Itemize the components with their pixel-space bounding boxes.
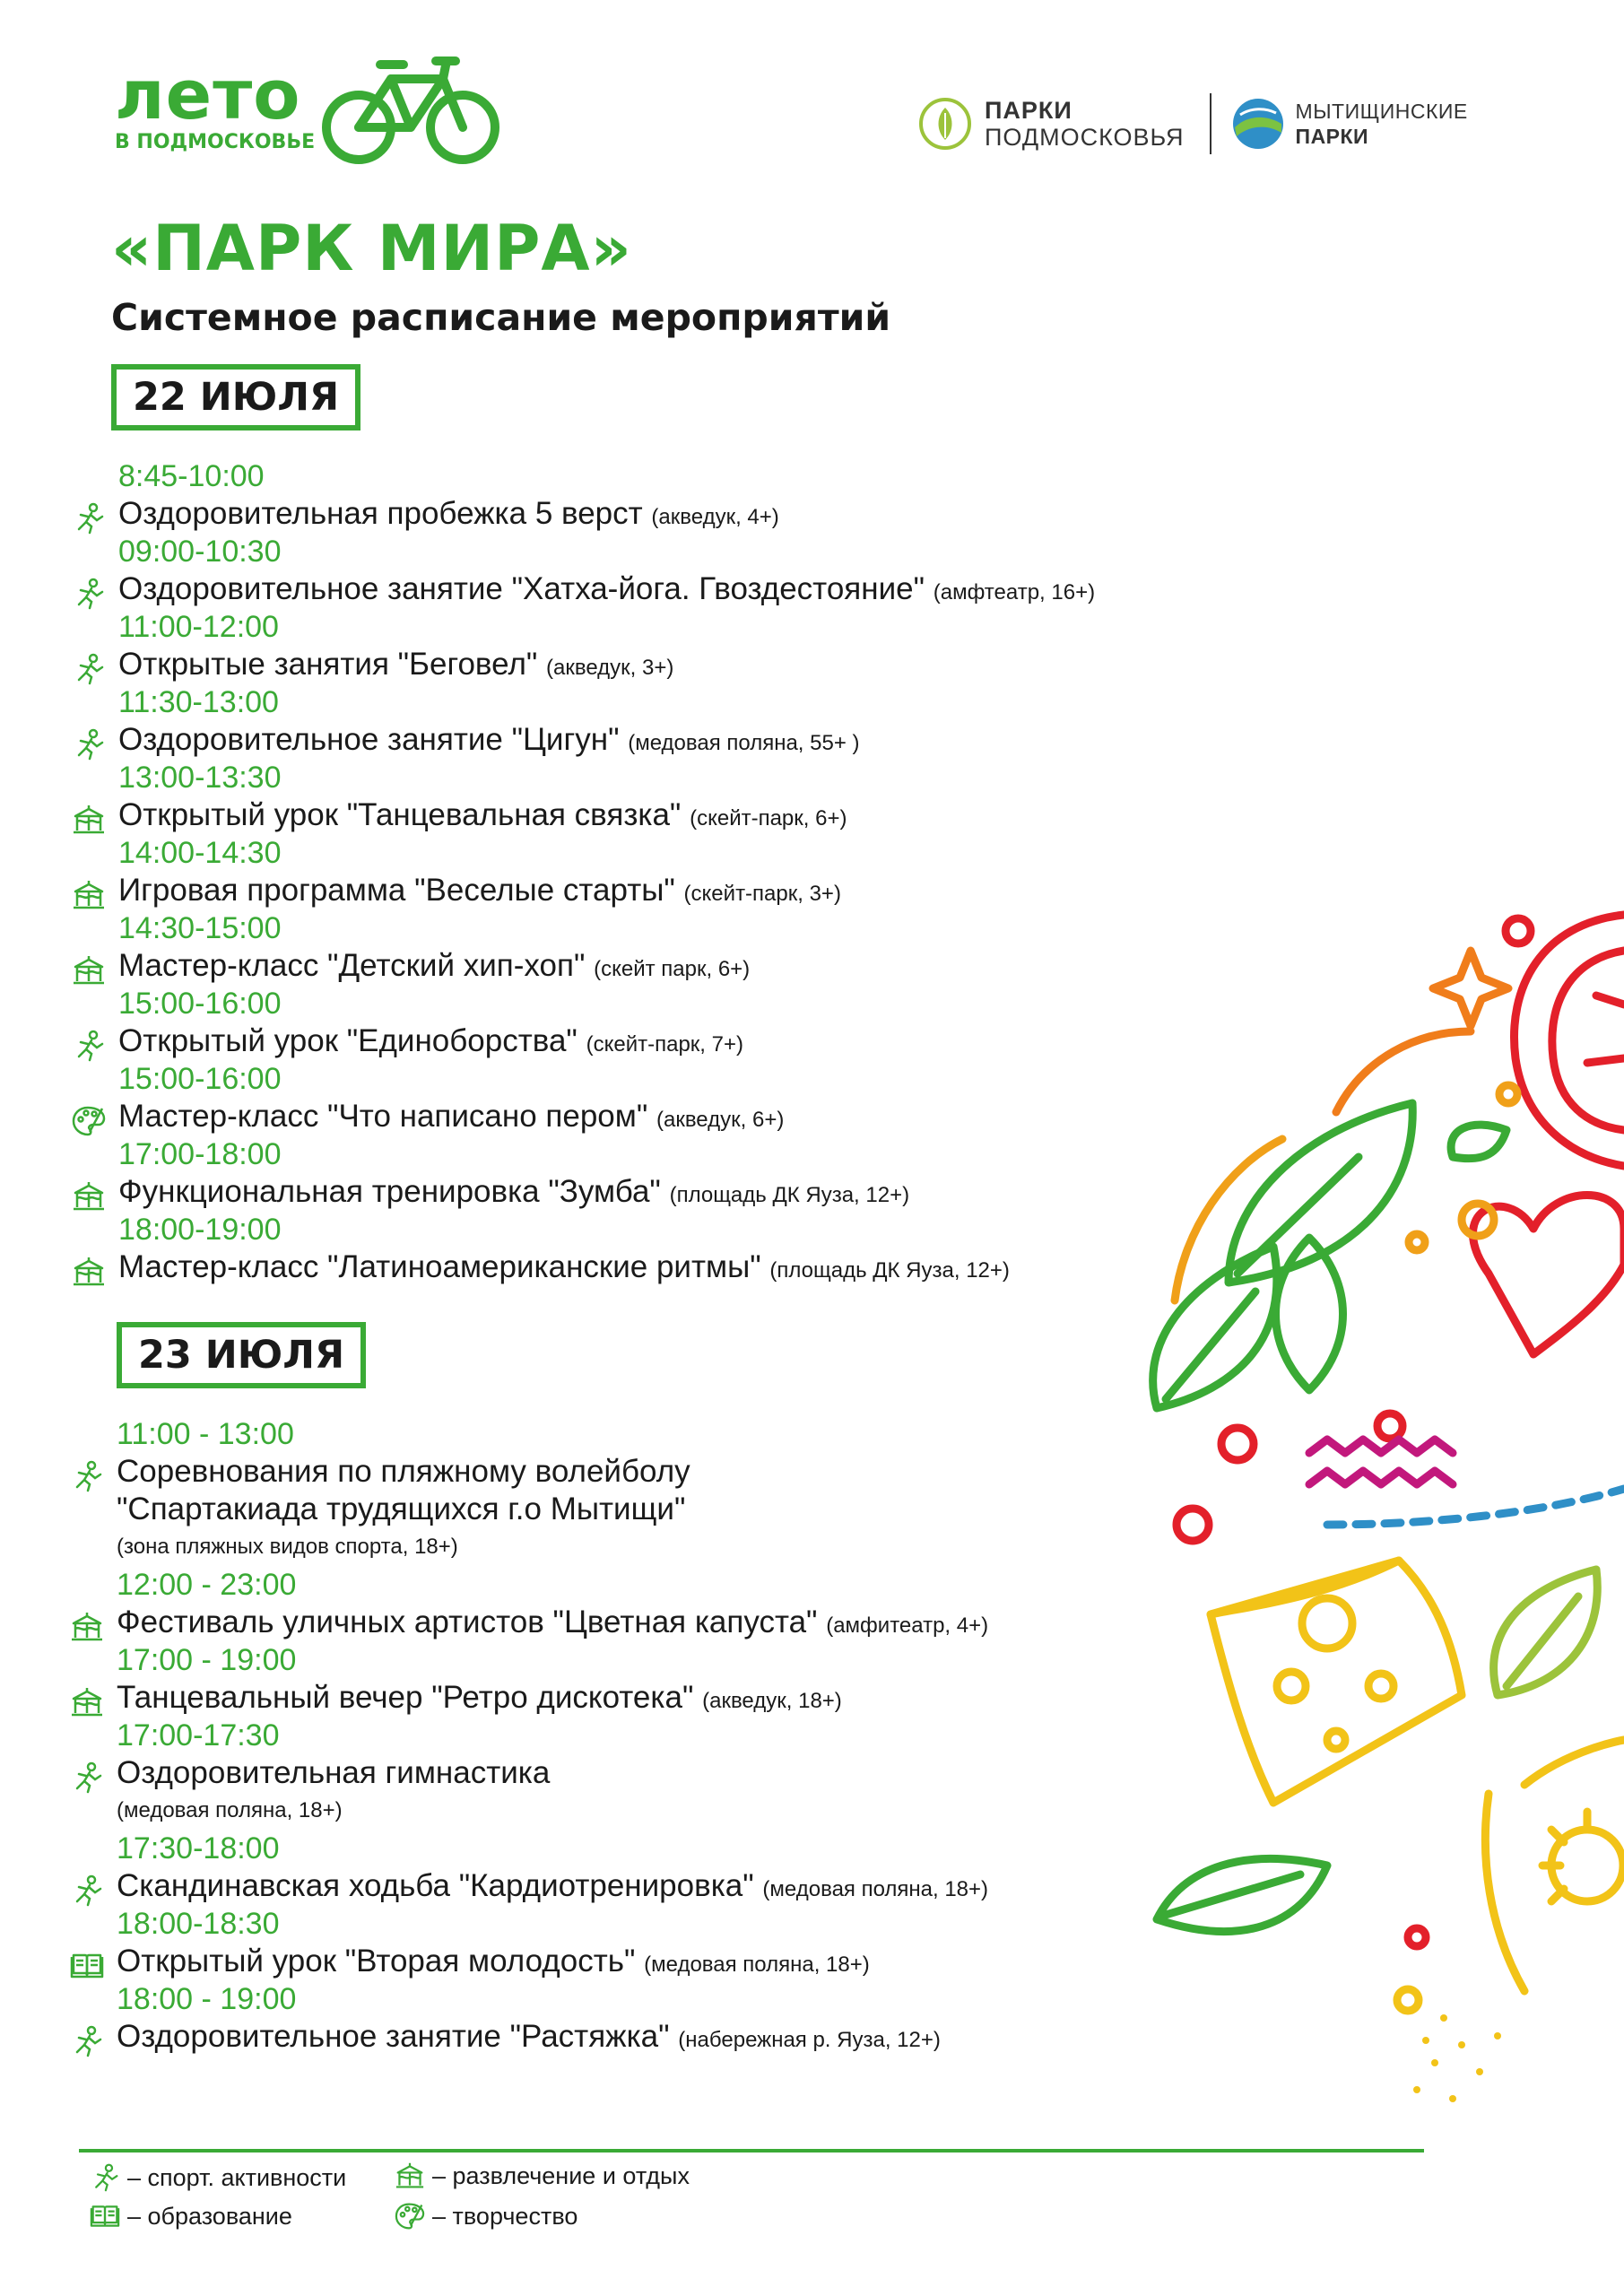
event-note: (амфтеатр, 16+) [933, 580, 1096, 604]
legend-item-education [90, 2202, 292, 2231]
logo-divider [1210, 93, 1211, 154]
event-name: Мастер-класс "Что написано пером" [118, 1099, 648, 1134]
event-note: (медовая поляна, 18+) [117, 1798, 343, 1822]
page-subtitle: Системное расписание мероприятий [111, 296, 891, 339]
event-title-line [118, 1098, 1291, 1135]
sport-icon [72, 502, 106, 535]
event-time: 15:00-16:00 [118, 1062, 282, 1096]
book-icon [70, 1950, 104, 1982]
event-time: 18:00 - 19:00 [117, 1982, 297, 2016]
event-time: 18:00-18:30 [117, 1907, 280, 1941]
event-name: Оздоровительное занятие "Растяжка" [117, 2019, 670, 2054]
event-title-line [118, 495, 1291, 533]
decorative-illustration [1148, 888, 1624, 2144]
date-badge-day2: 23 ИЮЛЯ [117, 1322, 366, 1388]
leto-logo [115, 55, 316, 154]
event-item [72, 1135, 1291, 1211]
page-title: «ПАРК МИРА» [111, 212, 632, 285]
event-name: Оздоровительная гимнастика [117, 1755, 551, 1790]
leto-logo-subtitle: В ПОДМОСКОВЬЕ [115, 131, 316, 153]
palette-icon [395, 2202, 425, 2231]
event-item [72, 1211, 1291, 1286]
event-note: (акведук, 18+) [702, 1689, 842, 1713]
event-item [72, 608, 1291, 683]
event-note: (скейт-парк, 7+) [586, 1032, 743, 1057]
legend-label: – творчество [432, 2202, 578, 2230]
carousel-icon [72, 954, 106, 987]
parks-podmoskovya-text [985, 97, 1185, 151]
event-note: (медовая поляна, 18+) [762, 1877, 989, 1901]
event-item [72, 1060, 1291, 1135]
event-note: (скейт парк, 6+) [594, 957, 751, 981]
leto-logo-word: лето [115, 55, 301, 135]
legend-item-creativity [395, 2202, 578, 2231]
event-item [70, 1980, 1290, 2056]
event-item [70, 1641, 1290, 1717]
event-name: Мастер-класс "Детский хип-хоп" [118, 948, 586, 983]
event-name: Открытый урок "Танцевальная связка" [118, 797, 682, 832]
event-time: 11:30-13:00 [118, 685, 279, 719]
event-name: Оздоровительное занятие "Хатха-йога. Гвоздестояние" [118, 571, 925, 606]
event-item [70, 1830, 1290, 1905]
carousel-icon [395, 2161, 425, 2190]
event-item [70, 1566, 1290, 1641]
event-title-line [118, 1022, 1291, 1060]
mytishchi-logo-line1: МЫТИЩИНСКИЕ [1295, 100, 1468, 123]
event-title-line [118, 796, 1291, 834]
event-time: 13:00-13:30 [118, 761, 282, 795]
carousel-icon [70, 1686, 104, 1718]
carousel-icon [72, 1256, 106, 1288]
event-title-line [117, 1943, 1290, 1980]
legend-item-sport [90, 2163, 346, 2192]
partner-logos [918, 93, 1468, 154]
event-name: Скандинавская ходьба "Кардиотренировка" [117, 1868, 754, 1903]
sport-icon [90, 2163, 120, 2192]
palette-icon [72, 1105, 106, 1137]
legend-label: – образование [127, 2202, 292, 2230]
event-time: 11:00-12:00 [118, 610, 279, 644]
event-name: Функциональная тренировка "Зумба" [118, 1174, 661, 1209]
event-name: Открытые занятия "Беговел" [118, 647, 538, 682]
event-name: Танцевальный вечер "Ретро дискотека" [117, 1680, 694, 1715]
parks-logo-line1: ПАРКИ [985, 97, 1073, 124]
event-item [72, 533, 1291, 608]
event-item [72, 834, 1291, 909]
legend-item-entertainment [395, 2161, 690, 2190]
event-title-line [117, 2018, 1290, 2056]
event-item [70, 1717, 1290, 1830]
sport-icon [70, 1874, 104, 1907]
event-time: 17:00-18:00 [118, 1137, 282, 1171]
bicycle-icon [321, 52, 500, 169]
event-note: (площадь ДК Яуза, 12+) [669, 1183, 910, 1207]
mytishchi-logo-line2: ПАРКИ [1295, 125, 1369, 148]
event-item [72, 683, 1291, 759]
event-name: Мастер-класс "Латиноамериканские ритмы" [118, 1249, 761, 1284]
event-note: (акведук, 4+) [651, 505, 779, 529]
event-title-line [117, 1867, 1290, 1905]
event-item [72, 909, 1291, 985]
date-badge-day1: 22 ИЮЛЯ [111, 364, 360, 430]
event-time: 17:30-18:00 [117, 1831, 280, 1866]
event-time: 15:00-16:00 [118, 987, 282, 1021]
event-time: 17:00 - 19:00 [117, 1643, 297, 1677]
mytishchi-parks-logo-icon [1231, 97, 1285, 151]
event-name: Открытый урок "Единоборства" [118, 1023, 578, 1058]
legend-label: – спорт. активности [127, 2163, 347, 2191]
event-title-line [118, 872, 1291, 909]
event-item [72, 457, 1291, 533]
footer-divider [79, 2149, 1424, 2152]
event-item [72, 759, 1291, 834]
event-name-line2: "Спартакиада трудящихся г.о Мытищи" [117, 1492, 686, 1526]
event-time: 14:00-14:30 [118, 836, 282, 870]
event-title-line [118, 646, 1291, 683]
schedule-day1 [72, 457, 1291, 1286]
schedule-day2 [70, 1415, 1290, 2056]
event-time: 11:00 - 13:00 [117, 1417, 294, 1451]
event-time: 18:00-19:00 [118, 1213, 282, 1247]
carousel-icon [72, 879, 106, 911]
event-item [70, 1905, 1290, 1980]
event-note: (зона пляжных видов спорта, 18+) [117, 1535, 458, 1559]
event-name: Открытый урок "Вторая молодость" [117, 1944, 636, 1979]
sport-icon [72, 1030, 106, 1062]
event-time: 09:00-10:30 [118, 535, 282, 569]
event-title-line [118, 1173, 1291, 1211]
event-title-line [117, 1604, 1290, 1641]
event-note: (амфитеатр, 4+) [826, 1613, 989, 1638]
event-note: (набережная р. Яуза, 12+) [678, 2028, 941, 2052]
event-item [72, 985, 1291, 1060]
sport-icon [70, 2025, 104, 2057]
event-time: 17:00-17:30 [117, 1718, 280, 1752]
sport-icon [72, 728, 106, 761]
event-title-line [118, 570, 1291, 608]
event-note: (скейт-парк, 3+) [683, 882, 841, 906]
event-note: (акведук, 6+) [656, 1108, 785, 1132]
event-note: (площадь ДК Яуза, 12+) [769, 1258, 1010, 1283]
event-name: Фестиваль уличных артистов "Цветная капуста" [117, 1605, 818, 1639]
event-note: (медовая поляна, 55+ ) [628, 731, 860, 755]
carousel-icon [70, 1611, 104, 1643]
event-title-line [118, 1248, 1291, 1286]
sport-icon [70, 1761, 104, 1794]
sport-icon [70, 1460, 104, 1492]
event-time: 14:30-15:00 [118, 911, 282, 945]
event-note: (скейт-парк, 6+) [690, 806, 847, 831]
event-item [70, 1415, 1290, 1566]
event-time: 12:00 - 23:00 [117, 1568, 297, 1602]
book-icon [90, 2202, 120, 2231]
legend-label: – развлечение и отдых [432, 2161, 690, 2189]
parks-leaf-logo-icon [918, 97, 972, 151]
event-title-line [118, 947, 1291, 985]
carousel-icon [72, 1180, 106, 1213]
event-name: Соревнования по пляжному волейболу [117, 1454, 690, 1489]
event-time: 8:45-10:00 [118, 459, 265, 493]
event-name: Оздоровительное занятие "Цигун" [118, 722, 620, 757]
event-title-line [117, 1679, 1290, 1717]
sport-icon [72, 578, 106, 610]
parks-logo-line2: ПОДМОСКОВЬЯ [985, 124, 1185, 151]
mytishchi-parks-text [1296, 99, 1468, 149]
sport-icon [72, 653, 106, 685]
event-title-line [118, 721, 1291, 759]
event-note: (акведук, 3+) [546, 656, 674, 680]
event-note: (медовая поляна, 18+) [644, 1952, 870, 1977]
event-name: Игровая программа "Веселые старты" [118, 873, 675, 908]
event-name: Оздоровительная пробежка 5 верст [118, 496, 643, 531]
carousel-icon [72, 804, 106, 836]
